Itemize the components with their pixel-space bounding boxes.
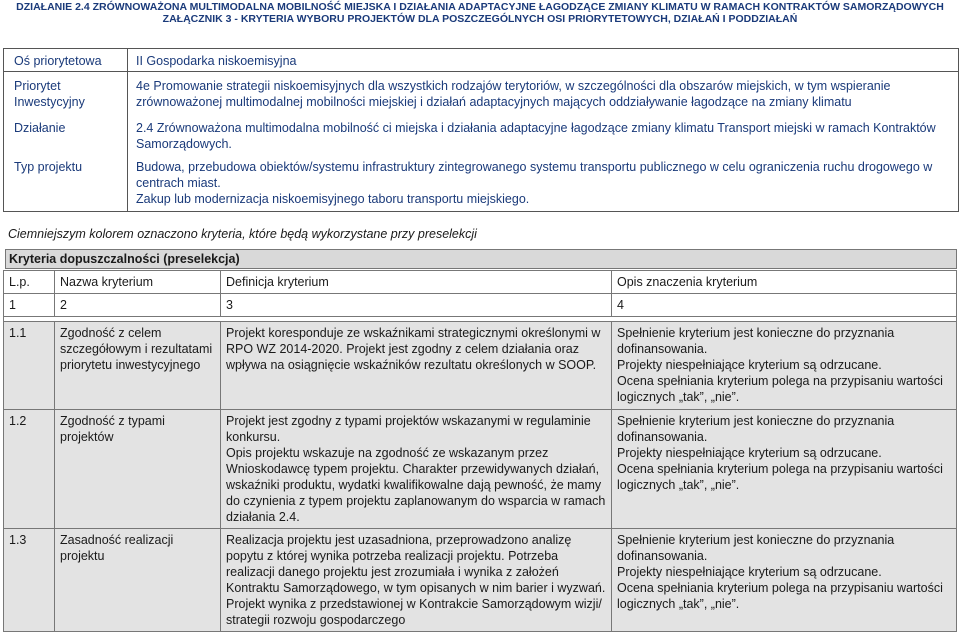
document-header-line1: DZIAŁANIE 2.4 ZRÓWNOWAŻONA MULTIMODALNA MOBILNOŚĆ MIEJSKA I DZIAŁANIA ADAPTACYJNE ŁAGODZĄCE ZMIANY KLIMATU W RAMACH KONTRAKTÓW SAMORZĄDOWYCH: [16, 1, 944, 13]
header-description: Opis znaczenia kryterium: [612, 271, 957, 294]
row-name: Zgodność z typami projektów: [55, 410, 221, 529]
os-label: Oś priorytetowa: [14, 54, 102, 68]
header-name: Nazwa kryterium: [55, 271, 221, 294]
priorytet-label: Priorytet Inwestycyjny: [14, 79, 85, 109]
table-numbers-row: [4, 294, 957, 317]
typ-value-2: Zakup lub modernizacja niskoemisyjnego taboru transportu miejskiego.: [136, 192, 530, 206]
table-row: [4, 410, 957, 529]
row-name: Zgodność z celem szczegółowym i rezultatami priorytetu inwestycyjnego: [55, 322, 221, 410]
criteria-table: [3, 270, 957, 632]
row-definition: Realizacja projektu jest uzasadniona, przeprowadzono analizę popytu z której wynika potrzeba realizacji projektu. Potrzeba realizacji danego projektu jest zrozumiała i wynika z założeń Kontraktu Samorządowego, w tym opisanych w nim barier i wyzwań. Projekt wynika z przedstawionej w Kontrakcie Samorządowym wizji/ strategii rozwoju gospodarczego: [221, 529, 612, 632]
dzialanie-value: 2.4 Zrównoważona multimodalna mobilność ci miejska i działania adaptacyjne łagodzące zmiany klimatu Transport miejski w ramach Kontraktów Samorządowych.: [136, 121, 936, 151]
header-lp: L.p.: [4, 271, 55, 294]
row-lp: 1.2: [4, 410, 55, 529]
typ-label: Typ projektu: [14, 160, 83, 174]
dzialanie-label: Działanie: [14, 121, 66, 135]
row-description: Spełnienie kryterium jest konieczne do przyznania dofinansowania. Projekty niespełniające kryterium są odrzucane. Ocena spełniania kryterium polega na przypisaniu wartości logicznych „tak”, „nie”.: [612, 322, 957, 410]
info-divider-vertical: [127, 49, 128, 211]
row-lp: 1.3: [4, 529, 55, 632]
priorytet-value: 4e Promowanie strategii niskoemisyjnych dla wszystkich rodzajów terytoriów, w szczególności dla obszarów miejskich, w tym wspieranie zrównoważonej multimodalnej mobilności miejskiej i działań adaptacyjnych mających oddziaływanie łagodzące na zmiany klimatu: [136, 79, 891, 109]
preselection-note: Ciemniejszym kolorem oznaczono kryteria, które będą wykorzystane przy preselekcji: [8, 227, 477, 241]
col-number: 1: [4, 294, 55, 317]
row-definition: Projekt koresponduje ze wskaźnikami strategicznymi określonymi w RPO WZ 2014-2020. Projekt jest zgodny z celem działania oraz wpływa na osiągnięcie wskaźników rezultatu określonych w SOOP.: [221, 322, 612, 410]
os-value: II Gospodarka niskoemisyjna: [136, 54, 297, 68]
typ-value-1: Budowa, przebudowa obiektów/systemu infrastruktury zintegrowanego systemu transportu publicznego w celu ograniczenia ruchu drogowego w centrach miast.: [136, 160, 933, 190]
row-description: Spełnienie kryterium jest konieczne do przyznania dofinansowania. Projekty niespełniające kryterium są odrzucane. Ocena spełniania kryterium polega na przypisaniu wartości logicznych „tak”, „nie”.: [612, 529, 957, 632]
table-row: [4, 529, 957, 632]
row-definition: Projekt jest zgodny z typami projektów wskazanymi w regulaminie konkursu. Opis projektu wskazuje na zgodność ze wskazanym przez Wnioskodawcę typem projektu. Charakter przewidywanych działań, wskaźniki produktu, wydatki kwalifikowalne dają pewność, że mamy do czynienia z typem projektu zaplanowanym do wsparcia w ramach działania 2.4.: [221, 410, 612, 529]
col-number: 2: [55, 294, 221, 317]
table-row: [4, 322, 957, 410]
row-description: Spełnienie kryterium jest konieczne do przyznania dofinansowania. Projekty niespełniające kryterium są odrzucane. Ocena spełniania kryterium polega na przypisaniu wartości logicznych „tak”, „nie”.: [612, 410, 957, 529]
row-lp: 1.1: [4, 322, 55, 410]
col-number: 4: [612, 294, 957, 317]
criteria-section-title: Kryteria dopuszczalności (preselekcja): [5, 249, 957, 269]
row-name: Zasadność realizacji projektu: [55, 529, 221, 632]
document-header-line2: ZAŁĄCZNIK 3 - KRYTERIA WYBORU PROJEKTÓW DLA POSZCZEGÓLNYCH OSI PRIORYTETOWYCH, DZIAŁAŃ I PODDZIAŁAŃ: [162, 13, 798, 25]
info-divider-1: [4, 71, 958, 72]
col-number: 3: [221, 294, 612, 317]
header-definition: Definicja kryterium: [221, 271, 612, 294]
project-info-box: [3, 48, 959, 212]
table-header-row: [4, 271, 957, 294]
